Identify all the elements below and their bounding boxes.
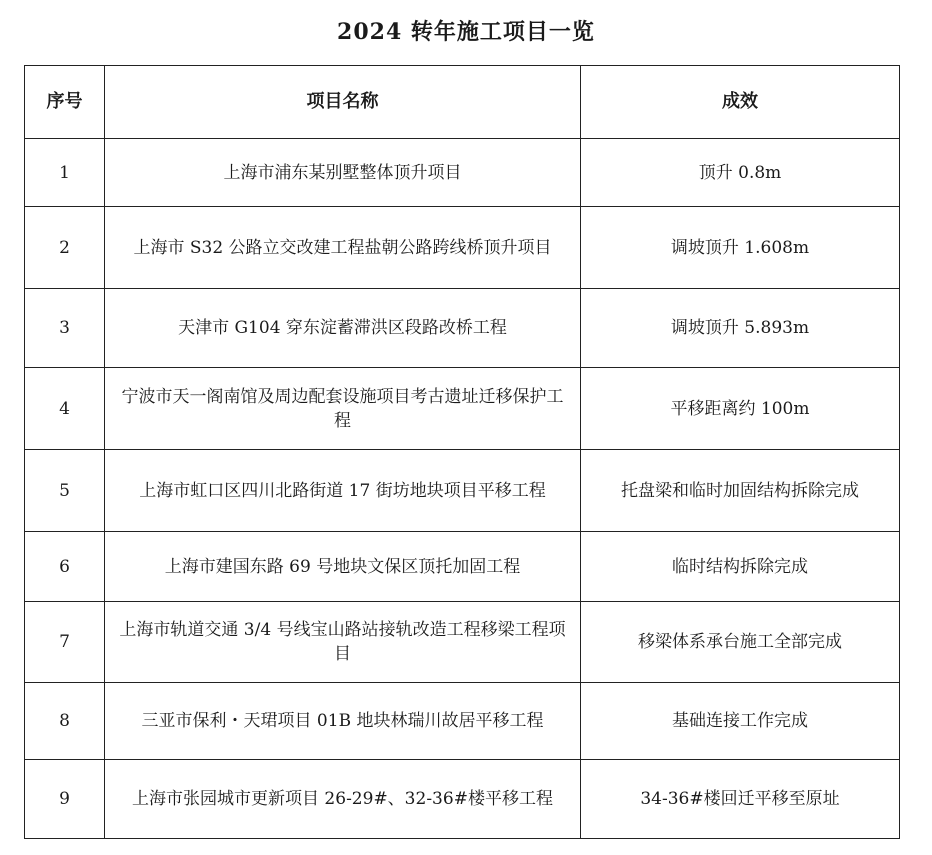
table-row: [25, 139, 900, 207]
table-row: [25, 289, 900, 368]
cell-result: 平移距离约 100m: [581, 368, 900, 450]
cell-no: 1: [25, 139, 105, 207]
cell-result: 34-36#楼回迁平移至原址: [581, 760, 900, 839]
header-result: 成效: [581, 66, 900, 139]
cell-name: 天津市 G104 穿东淀蓄滞洪区段路改桥工程: [105, 289, 581, 368]
document-title: 2024 转年施工项目一览: [337, 19, 595, 45]
cell-result: 调坡顶升 5.893m: [581, 289, 900, 368]
cell-no: 4: [25, 368, 105, 450]
cell-no: 5: [25, 450, 105, 532]
table-row: [25, 207, 900, 289]
cell-name: 上海市轨道交通 3/4 号线宝山路站接轨改造工程移梁工程项目: [105, 602, 581, 683]
cell-result: 临时结构拆除完成: [581, 532, 900, 602]
cell-result: 托盘梁和临时加固结构拆除完成: [581, 450, 900, 532]
table-row: [25, 368, 900, 450]
cell-name: 宁波市天一阁南馆及周边配套设施项目考古遗址迁移保护工程: [105, 368, 581, 450]
cell-name: 上海市 S32 公路立交改建工程盐朝公路跨线桥顶升项目: [105, 207, 581, 289]
cell-result: 基础连接工作完成: [581, 683, 900, 760]
cell-name: 上海市浦东某别墅整体顶升项目: [105, 139, 581, 207]
cell-result: 顶升 0.8m: [581, 139, 900, 207]
header-name: 项目名称: [105, 66, 581, 139]
cell-no: 9: [25, 760, 105, 839]
table-row: [25, 760, 900, 839]
cell-name: 上海市建国东路 69 号地块文保区顶托加固工程: [105, 532, 581, 602]
project-table: [24, 65, 900, 839]
cell-name: 上海市张园城市更新项目 26-29#、32-36#楼平移工程: [105, 760, 581, 839]
table-header-row: [25, 66, 900, 139]
table-row: [25, 602, 900, 683]
cell-name: 上海市虹口区四川北路街道 17 街坊地块项目平移工程: [105, 450, 581, 532]
cell-result: 移梁体系承台施工全部完成: [581, 602, 900, 683]
cell-no: 3: [25, 289, 105, 368]
cell-no: 7: [25, 602, 105, 683]
table-row: [25, 683, 900, 760]
cell-name: 三亚市保利・天珺项目 01B 地块林瑞川故居平移工程: [105, 683, 581, 760]
table-row: [25, 532, 900, 602]
cell-no: 6: [25, 532, 105, 602]
table-row: [25, 450, 900, 532]
cell-result: 调坡顶升 1.608m: [581, 207, 900, 289]
cell-no: 2: [25, 207, 105, 289]
cell-no: 8: [25, 683, 105, 760]
header-no: 序号: [25, 66, 105, 139]
